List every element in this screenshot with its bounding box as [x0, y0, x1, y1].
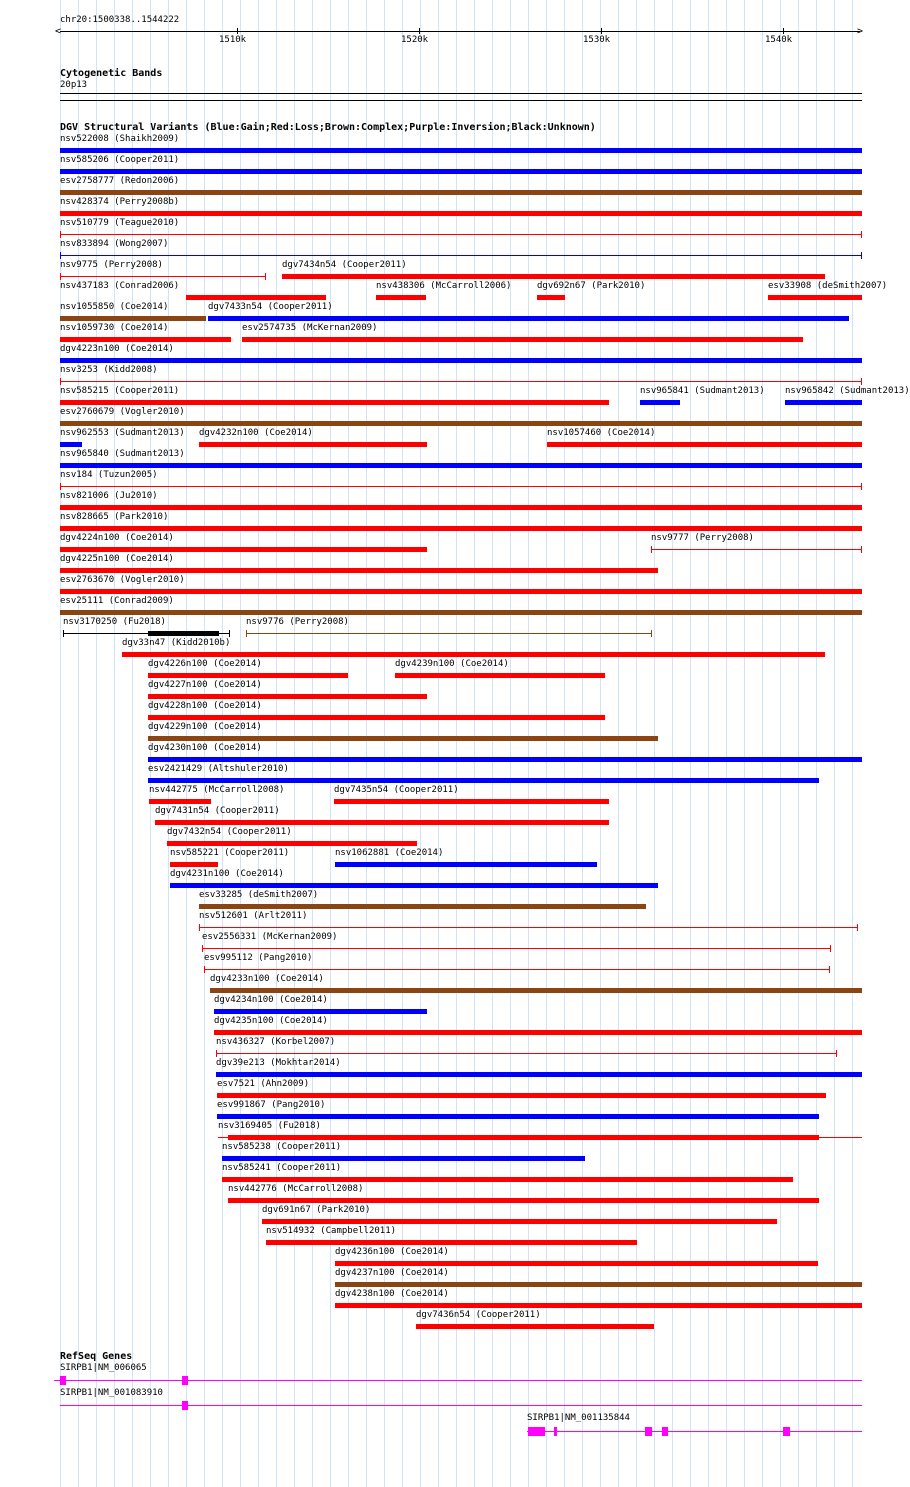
cyto-band-label: 20p13: [60, 80, 88, 90]
variant-label[interactable]: dgv4226n100 (Coe2014): [148, 659, 262, 669]
variant-label[interactable]: nsv3253 (Kidd2008): [60, 365, 158, 375]
variant-end-tick: [60, 273, 61, 280]
ruler-tick-label: 1530k: [583, 35, 611, 45]
variant-end-tick: [216, 1050, 217, 1057]
variant-bar[interactable]: [242, 337, 803, 342]
variant-end-tick: [204, 966, 205, 973]
variant-bar[interactable]: [170, 862, 218, 867]
ruler-tick: [783, 28, 784, 34]
variant-label[interactable]: nsv512601 (Arlt2011): [199, 911, 308, 921]
ruler-tick-label: 1510k: [219, 35, 247, 45]
variant-label[interactable]: nsv833894 (Wong2007): [60, 239, 169, 249]
grid-line: [312, 0, 313, 1487]
variant-label[interactable]: nsv3170250 (Fu2018): [63, 617, 166, 627]
variant-label[interactable]: dgv4224n100 (Coe2014): [60, 533, 174, 543]
variant-label[interactable]: dgv692n67 (Park2010): [537, 281, 646, 291]
variant-label[interactable]: esv2574735 (McKernan2009): [242, 323, 378, 333]
gene-exon[interactable]: [182, 1376, 188, 1385]
variant-bar[interactable]: [651, 549, 862, 550]
gene-exon[interactable]: [645, 1427, 652, 1436]
variant-bar[interactable]: [640, 400, 680, 405]
variant-label[interactable]: dgv4232n100 (Coe2014): [199, 428, 313, 438]
variant-bar[interactable]: [335, 1303, 862, 1308]
locus-label: chr20:1500338..1544222: [60, 15, 180, 25]
variant-label[interactable]: nsv965841 (Sudmant2013): [640, 386, 765, 396]
gene-exon[interactable]: [554, 1427, 557, 1436]
variant-bar[interactable]: [60, 211, 862, 216]
variant-end-tick: [229, 630, 230, 637]
ruler-tick: [419, 28, 420, 34]
variant-label[interactable]: dgv4227n100 (Coe2014): [148, 680, 262, 690]
variant-bar[interactable]: [768, 295, 862, 300]
variant-label[interactable]: esv2556331 (McKernan2009): [202, 932, 338, 942]
variant-bar[interactable]: [547, 442, 862, 447]
variant-bar[interactable]: [222, 1177, 793, 1182]
variant-label[interactable]: nsv9777 (Perry2008): [651, 533, 754, 543]
variant-label[interactable]: dgv4234n100 (Coe2014): [214, 995, 328, 1005]
variant-bar[interactable]: [214, 1030, 862, 1035]
variant-end-tick: [60, 231, 61, 238]
variant-bar[interactable]: [60, 255, 862, 256]
variant-label[interactable]: esv995112 (Pang2010): [204, 953, 313, 963]
gene-intron-line: [527, 1431, 862, 1432]
variant-bar[interactable]: [537, 295, 565, 300]
variant-bar[interactable]: [60, 589, 862, 594]
variant-end-tick: [60, 483, 61, 490]
variant-label[interactable]: nsv828665 (Park2010): [60, 512, 169, 522]
variant-label[interactable]: dgv4235n100 (Coe2014): [214, 1016, 328, 1026]
variant-bar[interactable]: [60, 568, 658, 573]
variant-label[interactable]: dgv7435n54 (Cooper2011): [334, 785, 459, 795]
variant-end-tick: [861, 483, 862, 490]
cyto-track-title: Cytogenetic Bands: [60, 68, 163, 79]
variant-label[interactable]: dgv4225n100 (Coe2014): [60, 554, 174, 564]
variant-label[interactable]: dgv7433n54 (Cooper2011): [208, 302, 333, 312]
variant-label[interactable]: nsv9775 (Perry2008): [60, 260, 163, 270]
variant-bar[interactable]: [335, 1261, 818, 1266]
dgv-track-title: DGV Structural Variants (Blue:Gain;Red:Loss;Brown:Complex;Purple:Inversion;Black:Unknown): [60, 122, 596, 133]
variant-bar[interactable]: [335, 862, 597, 867]
variant-label[interactable]: dgv7432n54 (Cooper2011): [167, 827, 292, 837]
variant-bar[interactable]: [334, 799, 609, 804]
ruler-right-arrow-icon[interactable]: >: [857, 26, 864, 37]
variant-bar[interactable]: [60, 148, 862, 153]
variant-label[interactable]: nsv962553 (Sudmant2013): [60, 428, 185, 438]
variant-bar[interactable]: [148, 736, 658, 741]
variant-label[interactable]: nsv437183 (Conrad2006): [60, 281, 180, 291]
variant-bar[interactable]: [170, 883, 658, 888]
variant-end-tick: [63, 630, 64, 637]
variant-bar[interactable]: [60, 547, 427, 552]
variant-bar[interactable]: [785, 400, 862, 405]
variant-label[interactable]: esv25111 (Conrad2009): [60, 596, 174, 606]
variant-label[interactable]: dgv33n47 (Kidd2010b): [122, 638, 231, 648]
variant-bar[interactable]: [155, 820, 609, 825]
variant-bar[interactable]: [60, 276, 266, 277]
ruler-tick: [601, 28, 602, 34]
variant-end-tick: [830, 945, 831, 952]
variant-bar[interactable]: [60, 337, 231, 342]
variant-end-tick: [651, 546, 652, 553]
variant-label[interactable]: dgv39e213 (Mokhtar2014): [216, 1058, 341, 1068]
variant-bar[interactable]: [246, 633, 652, 634]
variant-bar[interactable]: [282, 274, 825, 279]
variant-bar[interactable]: [60, 169, 862, 174]
variant-bar[interactable]: [216, 1072, 862, 1077]
variant-bar[interactable]: [149, 799, 211, 804]
variant-bar[interactable]: [395, 673, 605, 678]
variant-label[interactable]: esv7521 (Ahn2009): [217, 1079, 310, 1089]
variant-bar[interactable]: [60, 505, 862, 510]
variant-label[interactable]: nsv1057460 (Coe2014): [547, 428, 656, 438]
variant-label[interactable]: dgv7434n54 (Cooper2011): [282, 260, 407, 270]
ruler-tick-label: 1520k: [401, 35, 429, 45]
variant-label[interactable]: nsv3169405 (Fu2018): [218, 1121, 321, 1131]
variant-bar[interactable]: [199, 904, 646, 909]
variant-label[interactable]: esv33908 (deSmith2007): [768, 281, 888, 291]
gene-label[interactable]: SIRPB1|NM_001135844: [527, 1413, 630, 1423]
variant-end-tick: [199, 924, 200, 931]
variant-label[interactable]: nsv965840 (Sudmant2013): [60, 449, 185, 459]
variant-label[interactable]: nsv821006 (Ju2010): [60, 491, 158, 501]
variant-label[interactable]: nsv9776 (Perry2008): [246, 617, 349, 627]
variant-label[interactable]: dgv4231n100 (Coe2014): [170, 869, 284, 879]
variant-label[interactable]: nsv436327 (Korbel2007): [216, 1037, 336, 1047]
variant-label[interactable]: dgv4237n100 (Coe2014): [335, 1268, 449, 1278]
variant-label[interactable]: esv33285 (deSmith2007): [199, 890, 319, 900]
variant-label[interactable]: dgv4238n100 (Coe2014): [335, 1289, 449, 1299]
variant-bar[interactable]: [60, 316, 206, 321]
variant-bar[interactable]: [222, 1156, 585, 1161]
variant-bar[interactable]: [199, 927, 858, 928]
variant-label[interactable]: dgv4239n100 (Coe2014): [395, 659, 509, 669]
variant-label[interactable]: nsv510779 (Teague2010): [60, 218, 180, 228]
variant-bar[interactable]: [214, 1009, 427, 1014]
variant-bar[interactable]: [60, 610, 862, 615]
variant-bar[interactable]: [60, 463, 862, 468]
grid-line: [276, 0, 277, 1487]
variant-bar[interactable]: [228, 1135, 819, 1140]
variant-bar[interactable]: [60, 358, 862, 363]
variant-label[interactable]: dgv4230n100 (Coe2014): [148, 743, 262, 753]
ruler-tick-label: 1540k: [765, 35, 793, 45]
grid-line: [330, 0, 331, 1487]
variant-bar[interactable]: [199, 442, 427, 447]
variant-label[interactable]: dgv4229n100 (Coe2014): [148, 722, 262, 732]
variant-label[interactable]: dgv4223n100 (Coe2014): [60, 344, 174, 354]
variant-bar[interactable]: [204, 969, 830, 970]
variant-end-tick: [861, 378, 862, 385]
refseq-track-title: RefSeq Genes: [60, 1351, 133, 1362]
variant-bar[interactable]: [148, 673, 348, 678]
variant-end-tick: [60, 252, 61, 259]
variant-label[interactable]: nsv1062881 (Coe2014): [335, 848, 444, 858]
variant-bar[interactable]: [186, 295, 326, 300]
variant-label[interactable]: nsv184 (Tuzun2005): [60, 470, 158, 480]
variant-bar[interactable]: [60, 526, 862, 531]
variant-end-tick: [651, 630, 652, 637]
variant-end-tick: [829, 966, 830, 973]
variant-bar[interactable]: [376, 295, 426, 300]
variant-bar[interactable]: [167, 841, 417, 846]
cyto-band-top: [60, 93, 862, 94]
variant-end-tick: [861, 252, 862, 259]
variant-bar[interactable]: [148, 694, 427, 699]
variant-bar[interactable]: [416, 1324, 654, 1329]
variant-label[interactable]: nsv438306 (McCarroll2006): [376, 281, 512, 291]
variant-bar[interactable]: [210, 988, 862, 993]
variant-bar[interactable]: [60, 381, 862, 382]
gene-exon[interactable]: [662, 1427, 668, 1436]
grid-line: [834, 0, 835, 1487]
variant-label[interactable]: esv2760679 (Vogler2010): [60, 407, 185, 417]
cyto-band-bottom: [60, 100, 862, 101]
variant-bar[interactable]: [148, 715, 605, 720]
variant-bar[interactable]: [60, 486, 862, 487]
gene-exon[interactable]: [182, 1401, 188, 1410]
gene-intron-line: [60, 1405, 862, 1406]
gene-label[interactable]: SIRPB1|NM_006065: [60, 1363, 147, 1373]
gene-label[interactable]: SIRPB1|NM_001083910: [60, 1388, 163, 1398]
variant-bar[interactable]: [262, 1219, 777, 1224]
variant-bar[interactable]: [148, 778, 819, 783]
variant-bar[interactable]: [202, 948, 831, 949]
variant-bar[interactable]: [60, 234, 862, 235]
variant-end-tick: [265, 273, 266, 280]
variant-end-tick: [202, 945, 203, 952]
variant-label[interactable]: esv2763670 (Vogler2010): [60, 575, 185, 585]
variant-label[interactable]: dgv7436n54 (Cooper2011): [416, 1310, 541, 1320]
grid-line: [852, 0, 853, 1487]
ruler-line: [60, 31, 860, 32]
variant-label[interactable]: esv991867 (Pang2010): [217, 1100, 326, 1110]
ruler-tick: [237, 28, 238, 34]
gene-intron-line: [54, 1380, 862, 1381]
variant-label[interactable]: nsv428374 (Perry2008b): [60, 197, 180, 207]
variant-bar-core[interactable]: [148, 631, 219, 636]
variant-label[interactable]: dgv7431n54 (Cooper2011): [155, 806, 280, 816]
ruler-left-arrow-icon[interactable]: <: [55, 26, 62, 37]
variant-bar[interactable]: [122, 652, 825, 657]
variant-bar[interactable]: [217, 1093, 826, 1098]
grid-line: [294, 0, 295, 1487]
variant-label[interactable]: nsv1055850 (Coe2014): [60, 302, 169, 312]
gene-exon[interactable]: [528, 1427, 545, 1436]
variant-label[interactable]: nsv585206 (Cooper2011): [60, 155, 180, 165]
variant-label[interactable]: nsv965842 (Sudmant2013): [785, 386, 910, 396]
variant-bar[interactable]: [208, 316, 849, 321]
gene-exon[interactable]: [783, 1427, 790, 1436]
variant-label[interactable]: nsv442776 (McCarroll2008): [228, 1184, 364, 1194]
variant-label[interactable]: dgv4233n100 (Coe2014): [210, 974, 324, 984]
variant-end-tick: [861, 546, 862, 553]
variant-label[interactable]: nsv514932 (Campbell2011): [266, 1226, 397, 1236]
variant-label[interactable]: nsv585215 (Cooper2011): [60, 386, 180, 396]
variant-bar[interactable]: [60, 190, 862, 195]
variant-label[interactable]: esv2421429 (Altshuler2010): [148, 764, 289, 774]
variant-bar[interactable]: [60, 442, 82, 447]
variant-end-tick: [861, 231, 862, 238]
variant-bar[interactable]: [60, 400, 609, 405]
variant-label[interactable]: nsv522008 (Shaikh2009): [60, 134, 180, 144]
variant-label[interactable]: nsv585238 (Cooper2011): [222, 1142, 342, 1152]
variant-label[interactable]: dgv4236n100 (Coe2014): [335, 1247, 449, 1257]
variant-bar[interactable]: [228, 1198, 819, 1203]
variant-bar[interactable]: [217, 1114, 819, 1119]
variant-label[interactable]: nsv585241 (Cooper2011): [222, 1163, 342, 1173]
variant-bar[interactable]: [266, 1240, 637, 1245]
variant-end-tick: [60, 378, 61, 385]
variant-bar[interactable]: [335, 1282, 862, 1287]
variant-end-tick: [836, 1050, 837, 1057]
variant-bar[interactable]: [216, 1053, 837, 1054]
variant-end-tick: [246, 630, 247, 637]
variant-label[interactable]: nsv442775 (McCarroll2008): [149, 785, 285, 795]
gene-exon[interactable]: [60, 1376, 66, 1385]
variant-bar[interactable]: [60, 421, 862, 426]
variant-label[interactable]: dgv691n67 (Park2010): [262, 1205, 371, 1215]
variant-label[interactable]: nsv585221 (Cooper2011): [170, 848, 290, 858]
variant-bar[interactable]: [148, 757, 862, 762]
variant-label[interactable]: esv2758777 (Redon2006): [60, 176, 180, 186]
variant-label[interactable]: nsv1059730 (Coe2014): [60, 323, 169, 333]
variant-end-tick: [857, 924, 858, 931]
variant-label[interactable]: dgv4228n100 (Coe2014): [148, 701, 262, 711]
